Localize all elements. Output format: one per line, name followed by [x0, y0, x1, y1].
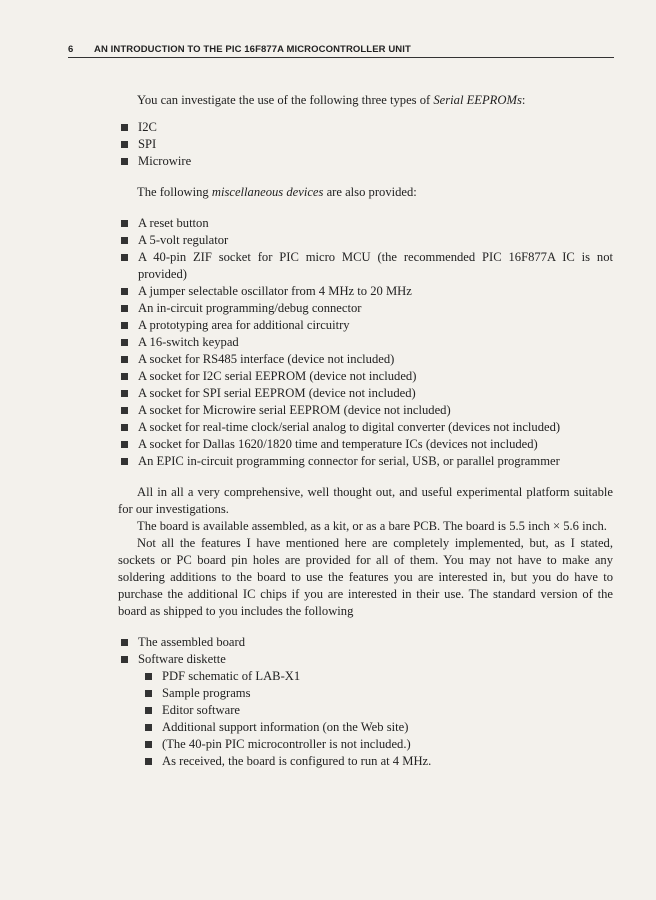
list-item: [118, 119, 613, 136]
misc-devices-list: [118, 215, 613, 470]
square-bullet-icon: [121, 424, 128, 431]
list-item-text: A socket for Microwire serial EEPROM (device not included): [138, 403, 451, 417]
square-bullet-icon: [121, 220, 128, 227]
sub-list-item: [142, 736, 613, 753]
list-item-text: A prototyping area for additional circuitry: [138, 318, 350, 332]
square-bullet-icon: [121, 288, 128, 295]
list-item: [118, 232, 613, 249]
page-body: [118, 92, 613, 770]
misc-intro: [118, 184, 613, 201]
features-paragraph: Not all the features I have mentioned here are completely implemented, but, as I stated, sockets or PC board pin holes are provided for all of them. You may not have to make any soldering additions to the board to use the features you are interested in, but you do have to purchase the additional IC chips if you are interested in their use. The standard version of the board as shipped to you includes the following: [118, 536, 613, 618]
sub-list-item-text: (The 40-pin PIC microcontroller is not included.): [162, 737, 411, 751]
sub-list-item-text: Sample programs: [162, 686, 251, 700]
sub-list-item: [142, 702, 613, 719]
list-item-text: An in-circuit programming/debug connector: [138, 301, 362, 315]
square-bullet-icon: [121, 322, 128, 329]
square-bullet-icon: [121, 458, 128, 465]
sub-list-item: [142, 685, 613, 702]
square-bullet-icon: [121, 373, 128, 380]
eeprom-intro: [118, 92, 613, 109]
list-item: [118, 385, 613, 402]
square-bullet-icon: [121, 305, 128, 312]
sub-list-item-text: Additional support information (on the Web site): [162, 720, 409, 734]
list-item: [118, 634, 613, 651]
list-item-text: A socket for I2C serial EEPROM (device not included): [138, 369, 417, 383]
list-item-text: A socket for RS485 interface (device not included): [138, 352, 395, 366]
list-item: [118, 215, 613, 232]
square-bullet-icon: [145, 707, 152, 714]
square-bullet-icon: [121, 124, 128, 131]
eeprom-types-list: [118, 119, 613, 170]
list-item-text: A jumper selectable oscillator from 4 MHz to 20 MHz: [138, 284, 412, 298]
square-bullet-icon: [121, 141, 128, 148]
list-item-text: SPI: [138, 137, 157, 151]
shipped-items-list: [118, 634, 613, 770]
sub-list-item-text: As received, the board is configured to run at 4 MHz.: [162, 754, 432, 768]
list-item: [118, 317, 613, 334]
list-item-text: The assembled board: [138, 635, 246, 649]
list-item-text: A reset button: [138, 216, 209, 230]
sub-list-item: [142, 753, 613, 770]
list-item-text: Software diskette: [138, 652, 226, 666]
square-bullet-icon: [121, 237, 128, 244]
square-bullet-icon: [145, 741, 152, 748]
list-item: [118, 300, 613, 317]
list-item: [118, 283, 613, 300]
square-bullet-icon: [145, 673, 152, 680]
square-bullet-icon: [121, 656, 128, 663]
list-item-text: A 16-switch keypad: [138, 335, 239, 349]
list-item-text: A 5-volt regulator: [138, 233, 229, 247]
square-bullet-icon: [121, 254, 128, 261]
list-item-text: A socket for SPI serial EEPROM (device not included): [138, 386, 416, 400]
list-item: [118, 453, 613, 470]
square-bullet-icon: [121, 339, 128, 346]
availability-paragraph: The board is available assembled, as a kit, or as a bare PCB. The board is 5.5 inch × 5.6 inch.: [137, 519, 607, 533]
list-item: [118, 368, 613, 385]
list-item: [118, 402, 613, 419]
square-bullet-icon: [121, 390, 128, 397]
list-item-text: A socket for Dallas 1620/1820 time and temperature ICs (devices not included): [138, 437, 538, 451]
list-item: [118, 136, 613, 153]
list-item: [118, 334, 613, 351]
running-title: AN INTRODUCTION TO THE PIC 16F877A MICROCONTROLLER UNIT: [94, 44, 411, 55]
summary-paragraph: All in all a very comprehensive, well thought out, and useful experimental platform suitable for our investigations.: [118, 485, 613, 516]
square-bullet-icon: [145, 724, 152, 731]
list-item-text: I2C: [138, 120, 157, 134]
list-item-text: A 40-pin ZIF socket for PIC micro MCU (the recommended PIC 16F877A IC is not provided): [138, 250, 613, 281]
sub-list-item: [142, 719, 613, 736]
square-bullet-icon: [121, 407, 128, 414]
misc-intro-text: The following: [137, 185, 212, 199]
list-item: [118, 436, 613, 453]
misc-intro-tail: are also provided:: [323, 185, 417, 199]
eeprom-intro-emphasis: Serial EEPROMs: [433, 93, 522, 107]
eeprom-intro-text: You can investigate the use of the following three types of: [137, 93, 434, 107]
list-item: [118, 351, 613, 368]
square-bullet-icon: [121, 639, 128, 646]
sub-list-item-text: PDF schematic of LAB-X1: [162, 669, 301, 683]
list-item: [118, 153, 613, 170]
list-item-text: Microwire: [138, 154, 192, 168]
list-item-text: A socket for real-time clock/serial analog to digital converter (devices not included): [138, 420, 561, 434]
list-item: [118, 249, 613, 283]
square-bullet-icon: [121, 356, 128, 363]
diskette-contents-list: [138, 668, 613, 770]
page-number: 6: [68, 44, 74, 55]
square-bullet-icon: [121, 158, 128, 165]
misc-intro-emphasis: miscellaneous devices: [211, 185, 324, 199]
list-item: [118, 419, 613, 436]
list-item: [118, 651, 613, 770]
square-bullet-icon: [145, 758, 152, 765]
running-header: [68, 44, 614, 58]
square-bullet-icon: [121, 441, 128, 448]
eeprom-intro-colon: :: [521, 93, 526, 107]
sub-list-item-text: Editor software: [162, 703, 240, 717]
list-item-text: An EPIC in-circuit programming connector for serial, USB, or parallel programmer: [138, 454, 560, 468]
square-bullet-icon: [145, 690, 152, 697]
sub-list-item: [142, 668, 613, 685]
